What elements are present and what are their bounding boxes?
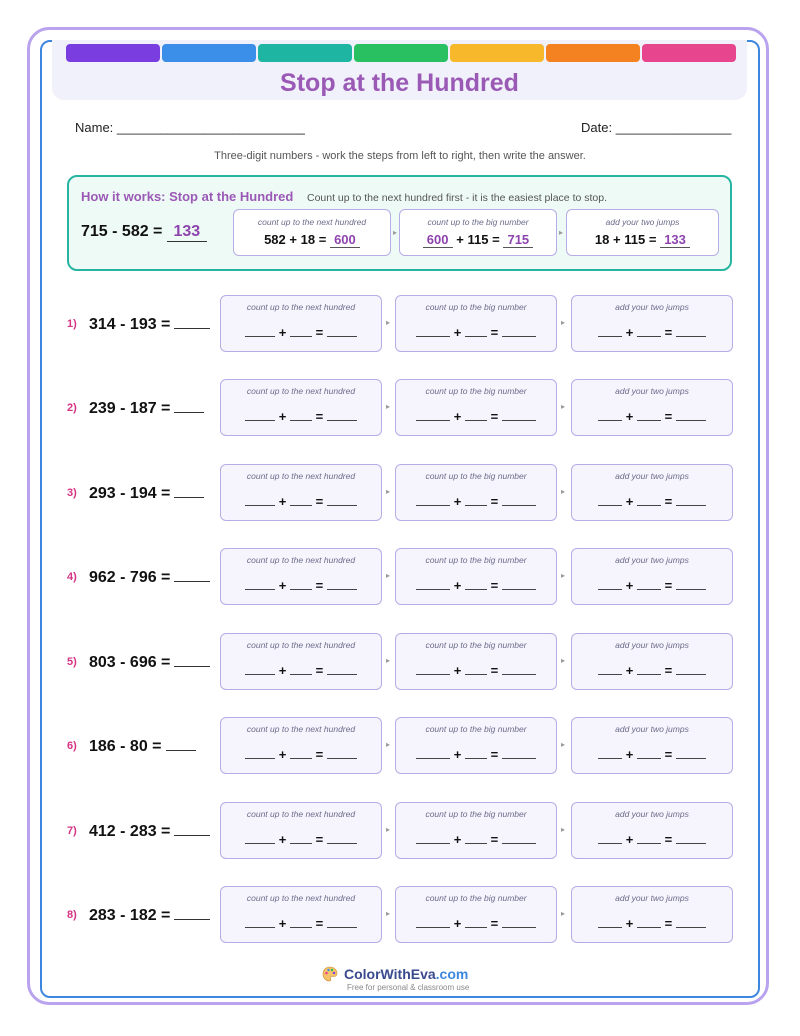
blank-result[interactable] bbox=[327, 324, 357, 337]
blank-result[interactable] bbox=[676, 577, 706, 590]
arrow-icon: ▸ bbox=[561, 740, 566, 749]
step-b: 115 bbox=[624, 232, 646, 247]
example-answer: 133 bbox=[167, 223, 207, 242]
blank-result[interactable] bbox=[502, 324, 536, 337]
arrow-icon: ▸ bbox=[561, 909, 566, 918]
step-expression bbox=[572, 493, 732, 509]
equals-sign: = bbox=[490, 916, 499, 931]
blank-1[interactable] bbox=[245, 662, 275, 675]
blank-2[interactable] bbox=[637, 662, 661, 675]
step-box[interactable] bbox=[220, 886, 382, 943]
step-a: 18 bbox=[594, 232, 610, 247]
footer-logo-text: ColorWithEva bbox=[344, 966, 436, 982]
equals-sign: = bbox=[490, 494, 499, 509]
equals-sign: = bbox=[664, 916, 673, 931]
step-expression bbox=[396, 746, 556, 762]
blank-1[interactable] bbox=[416, 324, 450, 337]
blank-result[interactable] bbox=[502, 831, 536, 844]
step-label: add your two jumps bbox=[615, 893, 689, 903]
step-label: add your two jumps bbox=[615, 302, 689, 312]
step-box[interactable] bbox=[395, 717, 557, 774]
step-expression bbox=[572, 408, 732, 424]
blank-1[interactable] bbox=[598, 408, 622, 421]
blank-1[interactable] bbox=[245, 577, 275, 590]
blank-result[interactable] bbox=[676, 662, 706, 675]
step-box[interactable] bbox=[571, 886, 733, 943]
blank-1[interactable] bbox=[598, 662, 622, 675]
step-expression bbox=[234, 232, 390, 248]
example-problem bbox=[81, 223, 207, 242]
problem-text: 803 - 696 = bbox=[89, 654, 171, 671]
step-expression bbox=[572, 324, 732, 340]
plus-sign: + bbox=[625, 494, 634, 509]
blank-1[interactable] bbox=[416, 831, 450, 844]
equals-sign: = bbox=[315, 409, 324, 424]
step-expression bbox=[572, 915, 732, 931]
problem-equation bbox=[89, 652, 210, 672]
problem-number: 8) bbox=[67, 909, 77, 921]
equals-sign: = bbox=[315, 663, 324, 678]
palette-icon bbox=[322, 966, 338, 982]
step-a: 600 bbox=[423, 232, 453, 248]
step-label: add your two jumps bbox=[615, 640, 689, 650]
step-label: count up to the next hundred bbox=[246, 386, 356, 396]
blank-result[interactable] bbox=[676, 408, 706, 421]
example-step-box bbox=[233, 209, 391, 256]
equals-sign: = bbox=[664, 832, 673, 847]
equals-sign: = bbox=[664, 325, 673, 340]
blank-result[interactable] bbox=[502, 915, 536, 928]
blank-2[interactable] bbox=[290, 831, 312, 844]
blank-result[interactable] bbox=[676, 324, 706, 337]
equals-sign: = bbox=[490, 325, 499, 340]
blank-2[interactable] bbox=[637, 831, 661, 844]
blank-1[interactable] bbox=[598, 915, 622, 928]
step-expression bbox=[400, 232, 556, 248]
arrow-icon: ▸ bbox=[386, 656, 391, 665]
step-label: count up to the big number bbox=[425, 640, 527, 650]
step-expression bbox=[396, 915, 556, 931]
problem-number: 4) bbox=[67, 571, 77, 583]
rainbow-segment bbox=[642, 44, 736, 62]
blank-1[interactable] bbox=[598, 324, 622, 337]
plus-sign: + bbox=[278, 494, 287, 509]
step-expression bbox=[221, 915, 381, 931]
footer-logo[interactable] bbox=[322, 966, 468, 982]
step-box[interactable] bbox=[220, 295, 382, 352]
step-box[interactable] bbox=[395, 379, 557, 436]
instructions: Three-digit numbers - work the steps from left to right, then write the answer. bbox=[214, 150, 586, 162]
step-expression bbox=[221, 324, 381, 340]
plus-sign: + bbox=[625, 747, 634, 762]
blank-1[interactable] bbox=[245, 746, 275, 759]
plus-sign: + bbox=[625, 325, 634, 340]
blank-1[interactable] bbox=[416, 915, 450, 928]
answer-blank[interactable] bbox=[174, 821, 210, 836]
plus-sign: + bbox=[453, 916, 462, 931]
problem-equation bbox=[89, 314, 210, 334]
blank-1[interactable] bbox=[598, 831, 622, 844]
blank-2[interactable] bbox=[465, 493, 487, 506]
problem-text: 314 - 193 = bbox=[89, 316, 171, 333]
blank-1[interactable] bbox=[598, 493, 622, 506]
step-expression bbox=[572, 746, 732, 762]
page-title: Stop at the Hundred bbox=[280, 69, 519, 97]
plus-sign: + bbox=[625, 832, 634, 847]
step-box[interactable] bbox=[395, 633, 557, 690]
step-box[interactable] bbox=[395, 802, 557, 859]
plus-sign: + bbox=[625, 663, 634, 678]
rainbow-segment bbox=[162, 44, 256, 62]
equals-sign: = bbox=[315, 578, 324, 593]
arrow-icon: ▸ bbox=[559, 228, 564, 237]
step-op: + bbox=[289, 232, 297, 247]
blank-2[interactable] bbox=[637, 324, 661, 337]
blank-1[interactable] bbox=[416, 662, 450, 675]
equals-sign: = bbox=[664, 663, 673, 678]
step-expression bbox=[572, 577, 732, 593]
blank-1[interactable] bbox=[245, 408, 275, 421]
problem-equation bbox=[89, 736, 196, 756]
step-expression bbox=[396, 831, 556, 847]
arrow-icon: ▸ bbox=[386, 571, 391, 580]
step-box[interactable] bbox=[571, 633, 733, 690]
blank-1[interactable] bbox=[245, 324, 275, 337]
blank-1[interactable] bbox=[245, 831, 275, 844]
blank-2[interactable] bbox=[290, 408, 312, 421]
rainbow-segment bbox=[354, 44, 448, 62]
plus-sign: + bbox=[453, 325, 462, 340]
blank-result[interactable] bbox=[327, 662, 357, 675]
answer-blank[interactable] bbox=[174, 567, 210, 582]
step-expression bbox=[221, 493, 381, 509]
equals-sign: = bbox=[490, 409, 499, 424]
blank-2[interactable] bbox=[290, 662, 312, 675]
step-box[interactable] bbox=[220, 802, 382, 859]
problem-equation bbox=[89, 905, 210, 925]
equals-sign: = bbox=[490, 832, 499, 847]
answer-blank[interactable] bbox=[174, 314, 210, 329]
rainbow-segment bbox=[66, 44, 160, 62]
blank-result[interactable] bbox=[502, 662, 536, 675]
step-label: add your two jumps bbox=[615, 471, 689, 481]
date-blank: ________________ bbox=[615, 120, 732, 135]
blank-2[interactable] bbox=[465, 746, 487, 759]
blank-result[interactable] bbox=[327, 408, 357, 421]
blank-1[interactable] bbox=[416, 408, 450, 421]
blank-2[interactable] bbox=[637, 493, 661, 506]
plus-sign: + bbox=[278, 832, 287, 847]
blank-2[interactable] bbox=[290, 915, 312, 928]
step-expression bbox=[396, 324, 556, 340]
blank-2[interactable] bbox=[465, 915, 487, 928]
rainbow-segment bbox=[450, 44, 544, 62]
equals-sign: = bbox=[664, 747, 673, 762]
step-box[interactable] bbox=[571, 802, 733, 859]
rainbow-segment bbox=[546, 44, 640, 62]
blank-result[interactable] bbox=[676, 915, 706, 928]
equals-sign: = bbox=[315, 747, 324, 762]
problem-number: 6) bbox=[67, 740, 77, 752]
step-b: 115 bbox=[467, 232, 489, 247]
step-r: 600 bbox=[330, 232, 360, 248]
step-r: 133 bbox=[660, 232, 690, 248]
problem-number: 5) bbox=[67, 656, 77, 668]
step-label: count up to the next hundred bbox=[246, 302, 356, 312]
blank-result[interactable] bbox=[502, 577, 536, 590]
blank-result[interactable] bbox=[676, 746, 706, 759]
answer-blank[interactable] bbox=[166, 736, 196, 751]
equals-sign: = bbox=[490, 578, 499, 593]
problem-text: 239 - 187 = bbox=[89, 400, 171, 417]
arrow-icon: ▸ bbox=[561, 402, 566, 411]
problem-equation bbox=[89, 483, 204, 503]
step-label: count up to the big number bbox=[425, 555, 527, 565]
blank-result[interactable] bbox=[502, 408, 536, 421]
name-label: Name: bbox=[75, 120, 114, 135]
plus-sign: + bbox=[278, 663, 287, 678]
example-heading: How it works: Stop at the Hundred bbox=[81, 189, 294, 204]
step-box[interactable] bbox=[571, 295, 733, 352]
problem-equation bbox=[89, 567, 210, 587]
step-box[interactable] bbox=[220, 633, 382, 690]
plus-sign: + bbox=[453, 578, 462, 593]
step-box[interactable] bbox=[571, 717, 733, 774]
plus-sign: + bbox=[453, 494, 462, 509]
plus-sign: + bbox=[278, 578, 287, 593]
answer-blank[interactable] bbox=[174, 905, 210, 920]
step-label: add your two jumps bbox=[615, 386, 689, 396]
step-label: count up to the next hundred bbox=[246, 809, 356, 819]
blank-2[interactable] bbox=[465, 324, 487, 337]
step-expression bbox=[221, 408, 381, 424]
step-eq: = bbox=[492, 232, 500, 247]
blank-2[interactable] bbox=[465, 408, 487, 421]
blank-2[interactable] bbox=[290, 577, 312, 590]
step-expression bbox=[221, 746, 381, 762]
blank-result[interactable] bbox=[502, 746, 536, 759]
problem-number: 2) bbox=[67, 402, 77, 414]
blank-1[interactable] bbox=[598, 746, 622, 759]
blank-2[interactable] bbox=[465, 662, 487, 675]
plus-sign: + bbox=[278, 409, 287, 424]
step-box[interactable] bbox=[395, 548, 557, 605]
blank-2[interactable] bbox=[637, 915, 661, 928]
arrow-icon: ▸ bbox=[561, 656, 566, 665]
equals-sign: = bbox=[664, 409, 673, 424]
plus-sign: + bbox=[278, 916, 287, 931]
example-description: Count up to the next hundred first - it is the easiest place to stop. bbox=[307, 192, 608, 204]
problem-text: 962 - 796 = bbox=[89, 569, 171, 586]
step-box[interactable] bbox=[395, 886, 557, 943]
step-expression bbox=[572, 831, 732, 847]
blank-result[interactable] bbox=[502, 493, 536, 506]
step-box[interactable] bbox=[220, 464, 382, 521]
blank-1[interactable] bbox=[245, 915, 275, 928]
arrow-icon: ▸ bbox=[386, 740, 391, 749]
blank-1[interactable] bbox=[598, 577, 622, 590]
equals-sign: = bbox=[664, 494, 673, 509]
blank-2[interactable] bbox=[637, 746, 661, 759]
blank-1[interactable] bbox=[416, 493, 450, 506]
blank-result[interactable] bbox=[327, 831, 357, 844]
arrow-icon: ▸ bbox=[561, 825, 566, 834]
step-box[interactable] bbox=[220, 717, 382, 774]
rainbow-bar bbox=[66, 44, 736, 62]
blank-2[interactable] bbox=[290, 493, 312, 506]
problem-equation bbox=[89, 398, 204, 418]
blank-2[interactable] bbox=[465, 831, 487, 844]
plus-sign: + bbox=[625, 578, 634, 593]
equals-sign: = bbox=[315, 832, 324, 847]
step-label: count up to the next hundred bbox=[246, 555, 356, 565]
equals-sign: = bbox=[490, 747, 499, 762]
step-expression bbox=[572, 662, 732, 678]
blank-2[interactable] bbox=[637, 577, 661, 590]
date-label: Date: bbox=[581, 120, 613, 135]
step-expression bbox=[221, 831, 381, 847]
problem-number: 1) bbox=[67, 318, 77, 330]
step-expression bbox=[396, 408, 556, 424]
problem-text: 186 - 80 = bbox=[89, 738, 162, 755]
step-box[interactable] bbox=[220, 548, 382, 605]
equals-sign: = bbox=[664, 578, 673, 593]
step-box[interactable] bbox=[571, 464, 733, 521]
step-r: 715 bbox=[503, 232, 533, 248]
arrow-icon: ▸ bbox=[386, 487, 391, 496]
problem-text: 283 - 182 = bbox=[89, 907, 171, 924]
step-label: count up to the next hundred bbox=[246, 893, 356, 903]
plus-sign: + bbox=[278, 325, 287, 340]
step-label: count up to the next hundred bbox=[246, 724, 356, 734]
step-label: count up to the big number bbox=[425, 302, 527, 312]
problem-equation bbox=[89, 821, 210, 841]
step-label: count up to the big number bbox=[425, 386, 527, 396]
equals-sign: = bbox=[315, 494, 324, 509]
step-label: add your two jumps bbox=[615, 809, 689, 819]
blank-2[interactable] bbox=[465, 577, 487, 590]
step-label: count up to the next hundred bbox=[257, 217, 367, 227]
step-expression bbox=[221, 577, 381, 593]
name-blank: __________________________ bbox=[116, 120, 305, 135]
blank-result[interactable] bbox=[327, 915, 357, 928]
arrow-icon: ▸ bbox=[561, 487, 566, 496]
date-field[interactable] bbox=[581, 120, 731, 135]
step-label: count up to the big number bbox=[425, 809, 527, 819]
step-label: count up to the big number bbox=[425, 471, 527, 481]
step-label: add your two jumps bbox=[615, 724, 689, 734]
example-step-box bbox=[399, 209, 557, 256]
blank-result[interactable] bbox=[327, 493, 357, 506]
plus-sign: + bbox=[453, 409, 462, 424]
plus-sign: + bbox=[453, 832, 462, 847]
step-expression bbox=[567, 232, 718, 248]
step-box[interactable] bbox=[571, 379, 733, 436]
footer-tagline: Free for personal & classroom use bbox=[347, 983, 470, 992]
arrow-icon: ▸ bbox=[386, 909, 391, 918]
step-label: add your two jumps bbox=[605, 217, 680, 227]
blank-result[interactable] bbox=[676, 493, 706, 506]
arrow-icon: ▸ bbox=[386, 318, 391, 327]
problem-number: 7) bbox=[67, 825, 77, 837]
step-a: 582 bbox=[264, 232, 286, 247]
plus-sign: + bbox=[278, 747, 287, 762]
step-box[interactable] bbox=[395, 295, 557, 352]
step-eq: = bbox=[648, 232, 657, 247]
problem-text: 412 - 283 = bbox=[89, 823, 171, 840]
step-box[interactable] bbox=[220, 379, 382, 436]
plus-sign: + bbox=[453, 747, 462, 762]
step-op: + bbox=[456, 232, 464, 247]
name-field[interactable] bbox=[75, 120, 305, 135]
step-expression bbox=[396, 493, 556, 509]
step-label: add your two jumps bbox=[615, 555, 689, 565]
blank-2[interactable] bbox=[290, 324, 312, 337]
answer-blank[interactable] bbox=[174, 398, 204, 413]
problem-text: 293 - 194 = bbox=[89, 485, 171, 502]
step-label: count up to the big number bbox=[425, 893, 527, 903]
step-expression bbox=[396, 577, 556, 593]
blank-2[interactable] bbox=[637, 408, 661, 421]
blank-1[interactable] bbox=[416, 577, 450, 590]
step-expression bbox=[396, 662, 556, 678]
blank-1[interactable] bbox=[245, 493, 275, 506]
step-eq: = bbox=[318, 232, 327, 247]
step-expression bbox=[221, 662, 381, 678]
equals-sign: = bbox=[315, 916, 324, 931]
footer-logo-domain: .com bbox=[435, 966, 469, 982]
blank-2[interactable] bbox=[290, 746, 312, 759]
step-label: count up to the next hundred bbox=[246, 471, 356, 481]
arrow-icon: ▸ bbox=[386, 402, 391, 411]
rainbow-segment bbox=[258, 44, 352, 62]
arrow-icon: ▸ bbox=[393, 228, 398, 237]
arrow-icon: ▸ bbox=[561, 571, 566, 580]
step-label: count up to the big number bbox=[427, 217, 529, 227]
step-label: count up to the big number bbox=[425, 724, 527, 734]
blank-result[interactable] bbox=[327, 746, 357, 759]
equals-sign: = bbox=[315, 325, 324, 340]
step-op: + bbox=[613, 232, 621, 247]
arrow-icon: ▸ bbox=[386, 825, 391, 834]
step-b: 18 bbox=[300, 232, 316, 247]
answer-blank[interactable] bbox=[174, 652, 210, 667]
plus-sign: + bbox=[453, 663, 462, 678]
example-equation: 715 - 582 = bbox=[81, 223, 163, 240]
blank-result[interactable] bbox=[327, 577, 357, 590]
step-box[interactable] bbox=[395, 464, 557, 521]
step-label: count up to the next hundred bbox=[246, 640, 356, 650]
step-box[interactable] bbox=[571, 548, 733, 605]
equals-sign: = bbox=[490, 663, 499, 678]
answer-blank[interactable] bbox=[174, 483, 204, 498]
arrow-icon: ▸ bbox=[561, 318, 566, 327]
blank-result[interactable] bbox=[676, 831, 706, 844]
plus-sign: + bbox=[625, 916, 634, 931]
example-step-box bbox=[566, 209, 719, 256]
plus-sign: + bbox=[625, 409, 634, 424]
blank-1[interactable] bbox=[416, 746, 450, 759]
problem-number: 3) bbox=[67, 487, 77, 499]
